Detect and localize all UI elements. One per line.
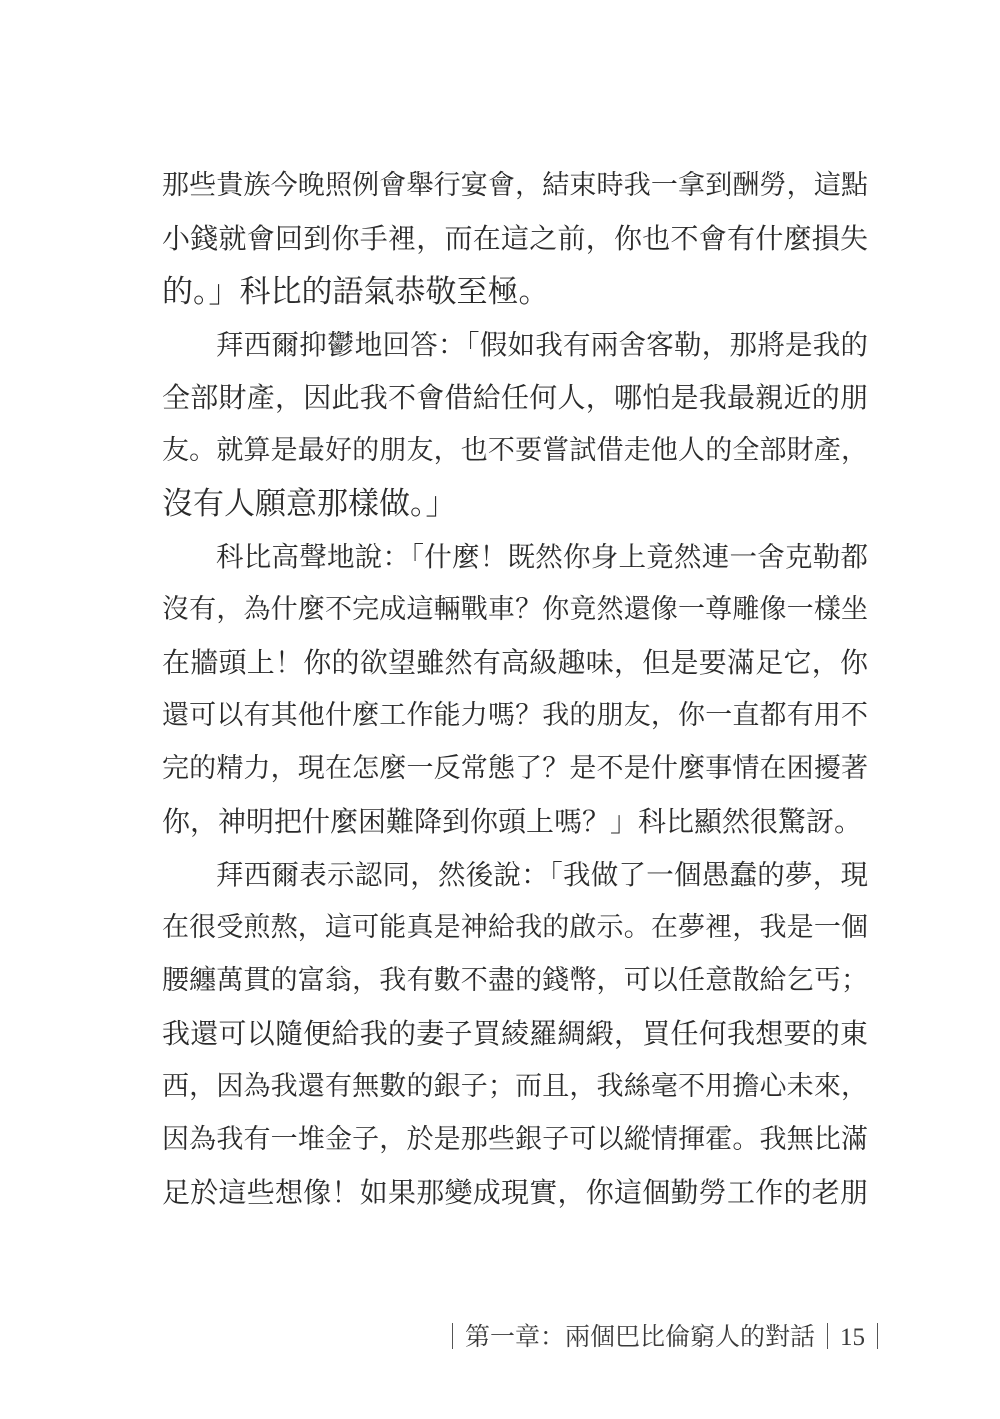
text-line: 沒有，為什麼不完成這輛戰車？你竟然還像一尊雕像一樣坐 xyxy=(162,594,868,625)
footer-divider xyxy=(452,1323,453,1349)
text-line: 友。就算是最好的朋友，也不要嘗試借走他人的全部財產， xyxy=(162,435,868,466)
footer-divider xyxy=(827,1323,828,1349)
paragraph-start-line: 科比高聲地說：「什麼！既然你身上竟然連一舍克勒都 xyxy=(216,541,868,573)
text-line: 還可以有其他什麼工作能力嗎？我的朋友，你一直都有用不 xyxy=(162,700,868,731)
text-line: 腰纏萬貫的富翁，我有數不盡的錢幣，可以任意散給乞丐； xyxy=(162,965,868,996)
text-line: 沒有人願意那樣做。」 xyxy=(162,486,457,522)
page-number: 15 xyxy=(840,1324,866,1351)
text-line: 你，神明把什麼困難降到你頭上嗎？」科比顯然很驚訝。 xyxy=(162,805,863,838)
text-line: 西，因為我還有無數的銀子；而且，我絲毫不用擔心未來， xyxy=(162,1071,868,1102)
text-line: 的。」科比的語氣恭敬至極。 xyxy=(162,274,550,310)
chapter-title: 第一章：兩個巴比倫窮人的對話 xyxy=(465,1322,816,1351)
text-line: 小錢就會回到你手裡，而在這之前，你也不會有什麼損失 xyxy=(162,222,868,255)
page-footer xyxy=(440,1320,880,1354)
paragraph-start-line: 拜西爾抑鬱地回答：「假如我有兩舍客勒，那將是我的 xyxy=(216,329,868,361)
paragraph-start-line: 拜西爾表示認同，然後說：「我做了一個愚蠢的夢，現 xyxy=(216,859,868,891)
text-line: 因為我有一堆金子，於是那些銀子可以縱情揮霍。我無比滿 xyxy=(162,1124,868,1155)
text-line: 全部財產，因此我不會借給任何人，哪怕是我最親近的朋 xyxy=(162,381,868,414)
text-line: 足於這些想像！如果那變成現實，你這個勤勞工作的老朋 xyxy=(162,1176,868,1209)
footer-divider xyxy=(877,1323,878,1349)
text-line: 在牆頭上！你的欲望雖然有高級趣味，但是要滿足它，你 xyxy=(162,646,868,679)
text-line: 我還可以隨便給我的妻子買綾羅綢緞，買任何我想要的東 xyxy=(162,1017,868,1050)
text-line: 完的精力，現在怎麼一反常態了？是不是什麼事情在困擾著 xyxy=(162,753,868,784)
text-line: 那些貴族今晚照例會舉行宴會，結束時我一拿到酬勞，這點 xyxy=(162,170,868,201)
text-line: 在很受煎熬，這可能真是神給我的啟示。在夢裡，我是一個 xyxy=(162,912,868,943)
